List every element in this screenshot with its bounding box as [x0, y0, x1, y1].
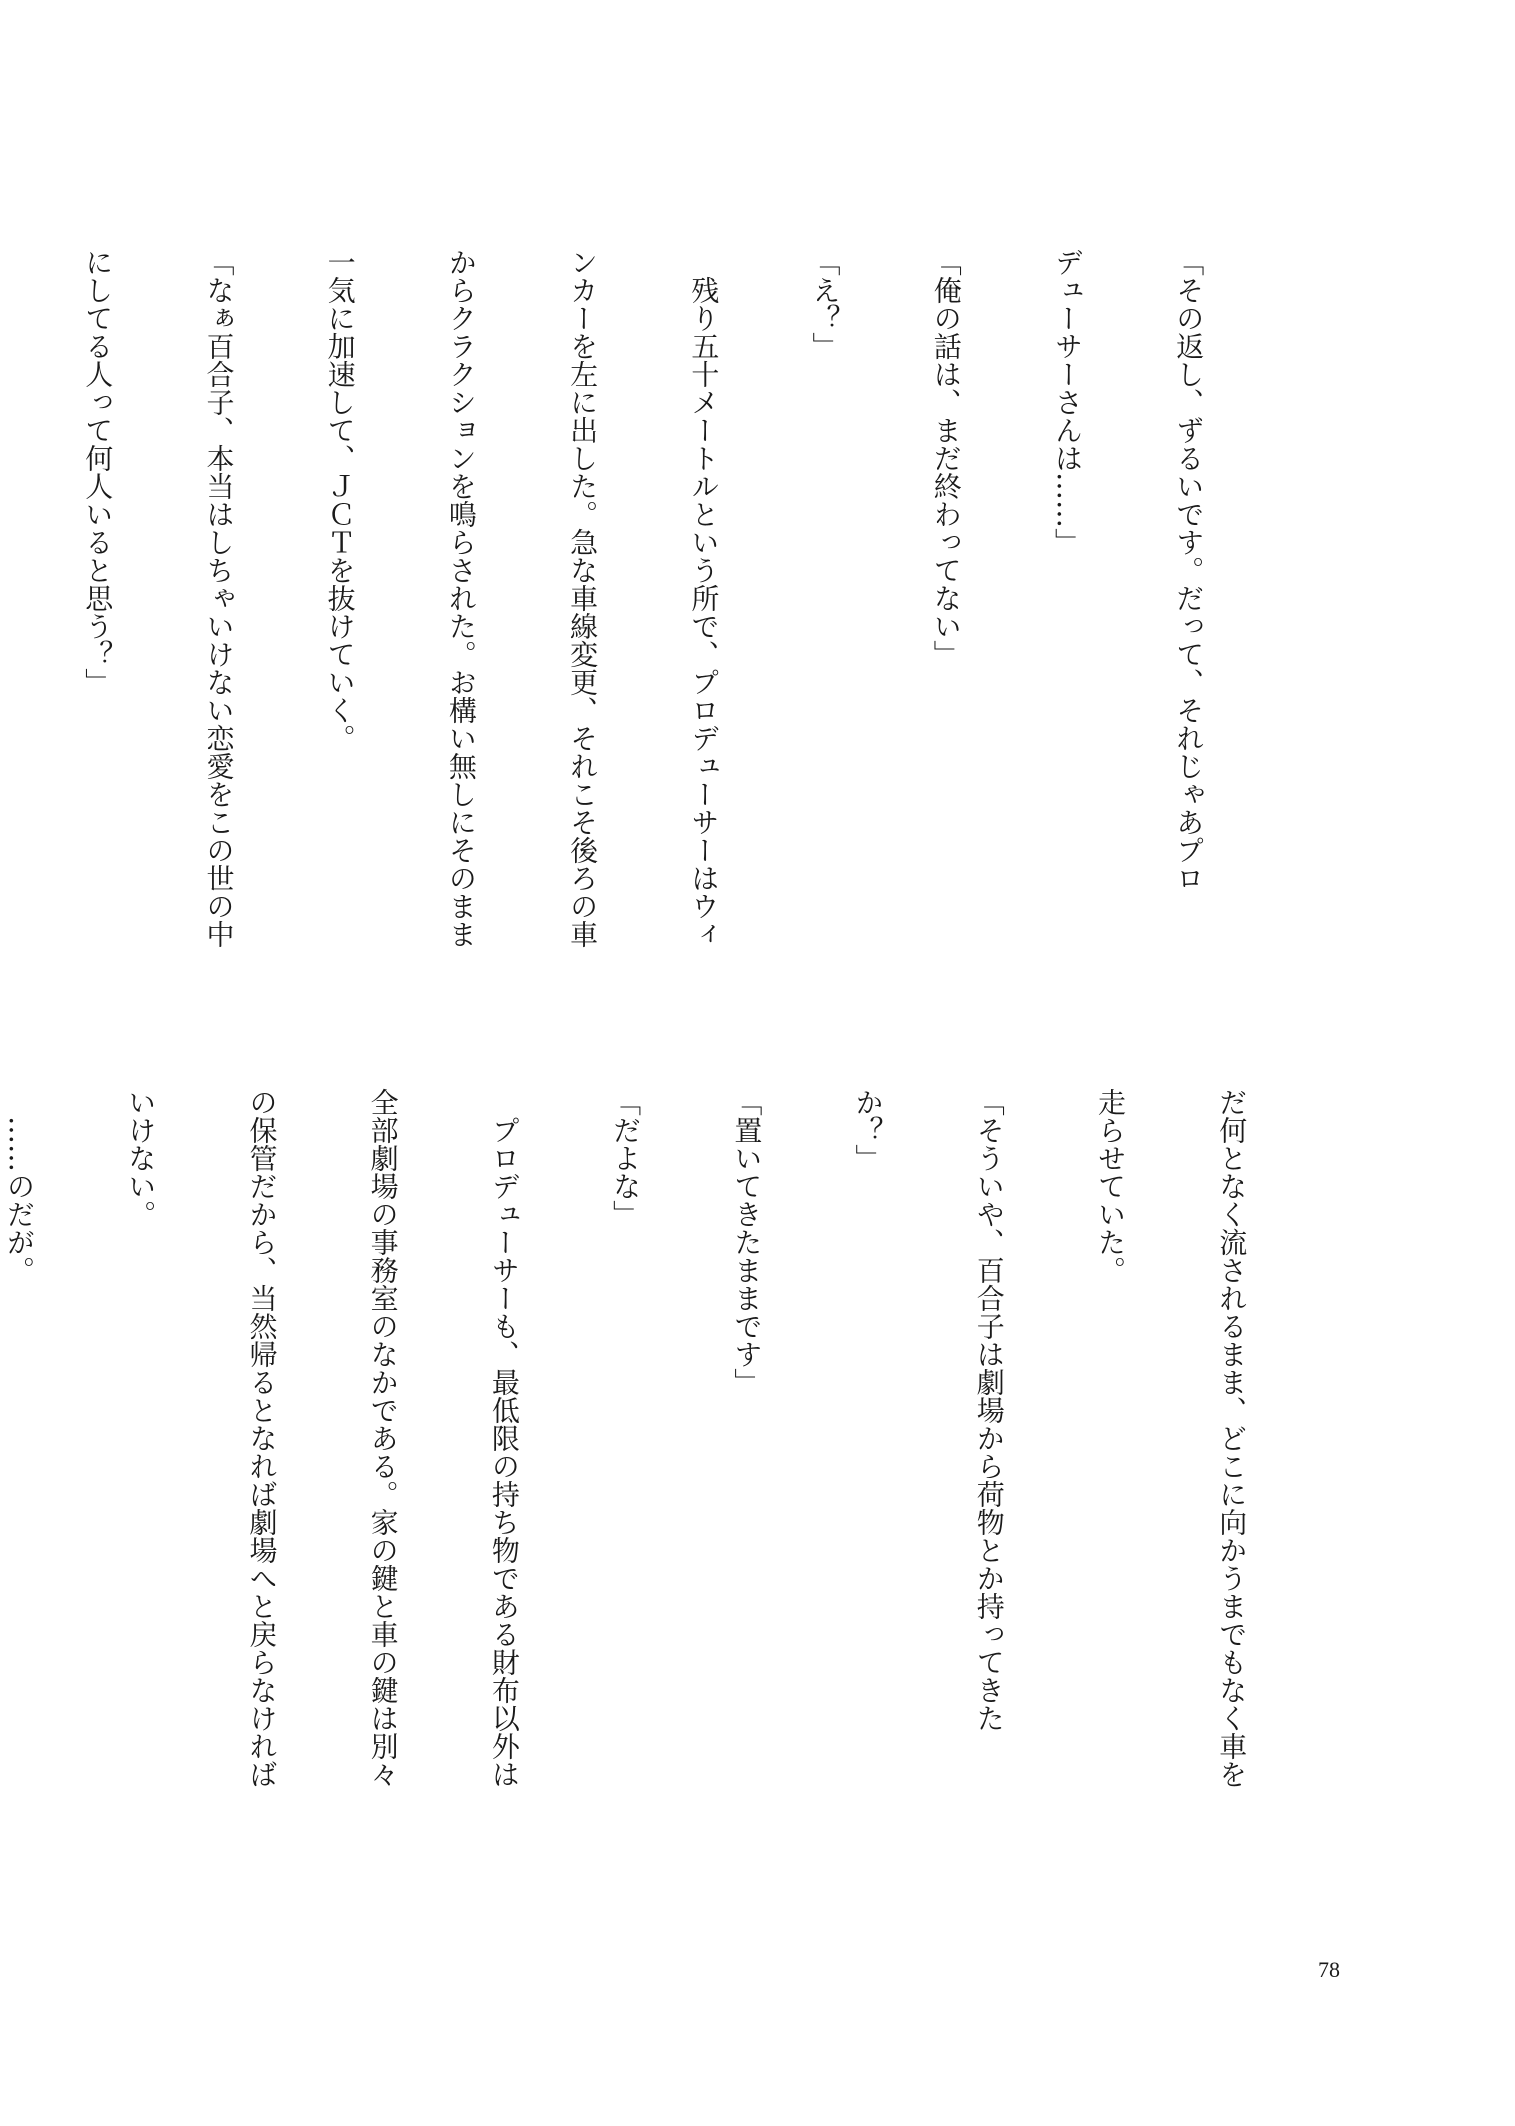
- text-line: 一気に加速して、ＪＣＴを抜けていく。: [323, 248, 357, 752]
- text-line: 「俺の話は、まだ終わってない」: [929, 248, 963, 668]
- text-line: 「なぁ百合子、本当はしちゃいけない恋愛をこの世の中: [202, 248, 236, 948]
- upper-text-block: [81, 248, 1289, 1048]
- text-line: からクラクションを鳴らされた。お構い無しにそのまま: [444, 248, 478, 948]
- text-line: プロデューサーも、最低限の持ち物である財布以外は: [487, 1088, 521, 1788]
- text-line: の保管だから、当然帰るとなれば劇場へと戻らなければ: [245, 1088, 279, 1788]
- text-line: 「その返し、ずるいです。だって、それじゃあプロ: [1172, 248, 1206, 892]
- text-line: 残り五十メートルという所で、プロデューサーはウィ: [687, 248, 721, 948]
- text-line: だ何となく流されるまま、どこに向かうまでもなく車を: [1215, 1088, 1249, 1788]
- text-line: 全部劇場の事務室のなかである。家の鍵と車の鍵は別々: [366, 1088, 400, 1788]
- text-line: ンカーを左に出した。急な車線変更、それこそ後ろの車: [566, 248, 600, 948]
- text-line: 「え？」: [808, 248, 842, 360]
- lower-text-block: [3, 1088, 1332, 1898]
- text-line: いけない。: [124, 1088, 158, 1228]
- text-line: ……のだが。: [3, 1088, 36, 1284]
- page-number: 78: [1318, 1957, 1340, 1982]
- text-line: か？」: [851, 1088, 885, 1172]
- text-line: 「だよな」: [609, 1088, 643, 1228]
- text-line: 「そういや、百合子は劇場から荷物とか持ってきた: [972, 1088, 1006, 1732]
- text-line: デューサーさんは……」: [1050, 248, 1084, 556]
- text-line: 「置いてきたままです」: [730, 1088, 764, 1396]
- text-line: にしてる人って何人いると思う？」: [81, 248, 115, 696]
- text-line: 走らせていた。: [1093, 1088, 1127, 1284]
